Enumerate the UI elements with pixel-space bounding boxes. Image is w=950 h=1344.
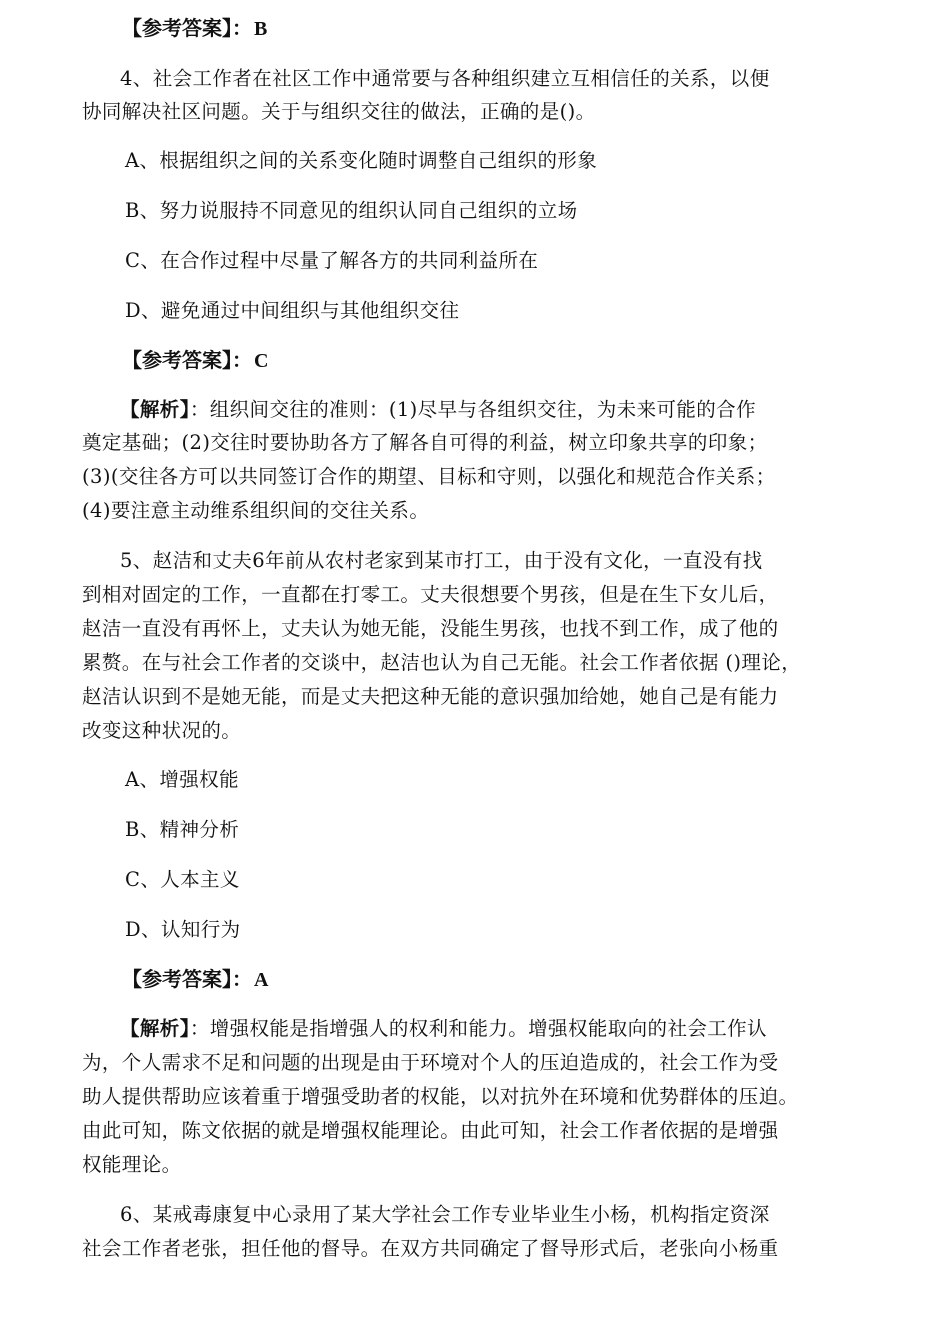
analysis-text: ：增强权能是指增强人的权利和能力。增强权能取向的社会工作认 (189, 1017, 767, 1040)
q5-option-a: A、增强权能 (125, 768, 239, 791)
q5-stem-line-5: 赵洁认识到不是她无能，而是丈夫把这种无能的意识强加给她，她自己是有能力 (82, 685, 779, 708)
q5-stem-line-4: 累赘。在与社会工作者的交谈中，赵洁也认为自己无能。社会工作者依据 ()理论， (82, 651, 802, 674)
q4-option-a: A、根据组织之间的关系变化随时调整自己组织的形象 (125, 149, 598, 172)
analysis-text: ：组织间交往的准则：(1)尽早与各组织交往，为未来可能的合作 (189, 398, 756, 421)
q5-analysis-line-4: 由此可知，陈文依据的就是增强权能理论。由此可知，社会工作者依据的是增强 (82, 1119, 779, 1142)
q4-option-d: D、避免通过中间组织与其他组织交往 (125, 299, 460, 322)
analysis-label: 【解析】 (120, 398, 190, 421)
q5-analysis-line-1 (120, 1016, 910, 1042)
q5-stem-line-3: 赵洁一直没有再怀上，丈夫认为她无能，没能生男孩，也找不到工作，成了他的 (82, 617, 779, 640)
q6-stem-line-1: 6、某戒毒康复中心录用了某大学社会工作专业毕业生小杨，机构指定资深 (120, 1203, 770, 1226)
q4-analysis-line-2: 奠定基础；(2)交往时要协助各方了解各自可得的利益，树立印象共享的印象； (82, 431, 768, 454)
q5-analysis-line-2: 为，个人需求不足和问题的出现是由于环境对个人的压迫造成的，社会工作为受 (82, 1051, 779, 1074)
q4-stem-line-2: 协同解决社区问题。关于与组织交往的做法，正确的是()。 (82, 100, 596, 123)
q5-stem-line-1: 5、赵洁和丈夫6年前从农村老家到某市打工，由于没有文化，一直没有找 (120, 549, 763, 572)
analysis-label: 【解析】 (120, 1017, 190, 1040)
q4-analysis-line-1 (120, 397, 910, 423)
q5-option-d: D、认知行为 (125, 918, 241, 941)
q5-option-b: B、精神分析 (125, 818, 240, 841)
answer-label: 【参考答案】： (122, 348, 252, 372)
q4-option-b: B、努力说服持不同意见的组织认同自己组织的立场 (125, 199, 578, 222)
q3-answer (122, 15, 267, 42)
q5-analysis-line-5: 权能理论。 (82, 1153, 182, 1176)
q4-analysis-line-4: (4)要注意主动维系组织间的交往关系。 (82, 499, 430, 522)
answer-label: 【参考答案】： (122, 16, 252, 40)
answer-value: B (254, 18, 268, 40)
q4-analysis-line-3: (3)(交往各方可以共同签订合作的期望、目标和守则，以强化和规范合作关系； (82, 465, 776, 488)
q4-answer (122, 347, 268, 374)
answer-label: 【参考答案】： (122, 967, 252, 991)
q5-answer (122, 966, 268, 993)
q4-option-c: C、在合作过程中尽量了解各方的共同利益所在 (125, 249, 539, 272)
answer-value: A (254, 969, 269, 991)
q5-analysis-line-3: 助人提供帮助应该着重于增强受助者的权能，以对抗外在环境和优势群体的压迫。 (82, 1085, 799, 1108)
q5-stem-line-6: 改变这种状况的。 (82, 719, 242, 742)
q5-option-c: C、人本主义 (125, 868, 240, 891)
answer-value: C (254, 350, 269, 372)
q4-stem-line-1: 4、社会工作者在社区工作中通常要与各种组织建立互相信任的关系，以便 (120, 67, 770, 90)
q6-stem-line-2: 社会工作者老张，担任他的督导。在双方共同确定了督导形式后，老张向小杨重 (82, 1237, 779, 1260)
q5-stem-line-2: 到相对固定的工作，一直都在打零工。丈夫很想要个男孩，但是在生下女儿后， (82, 583, 779, 606)
